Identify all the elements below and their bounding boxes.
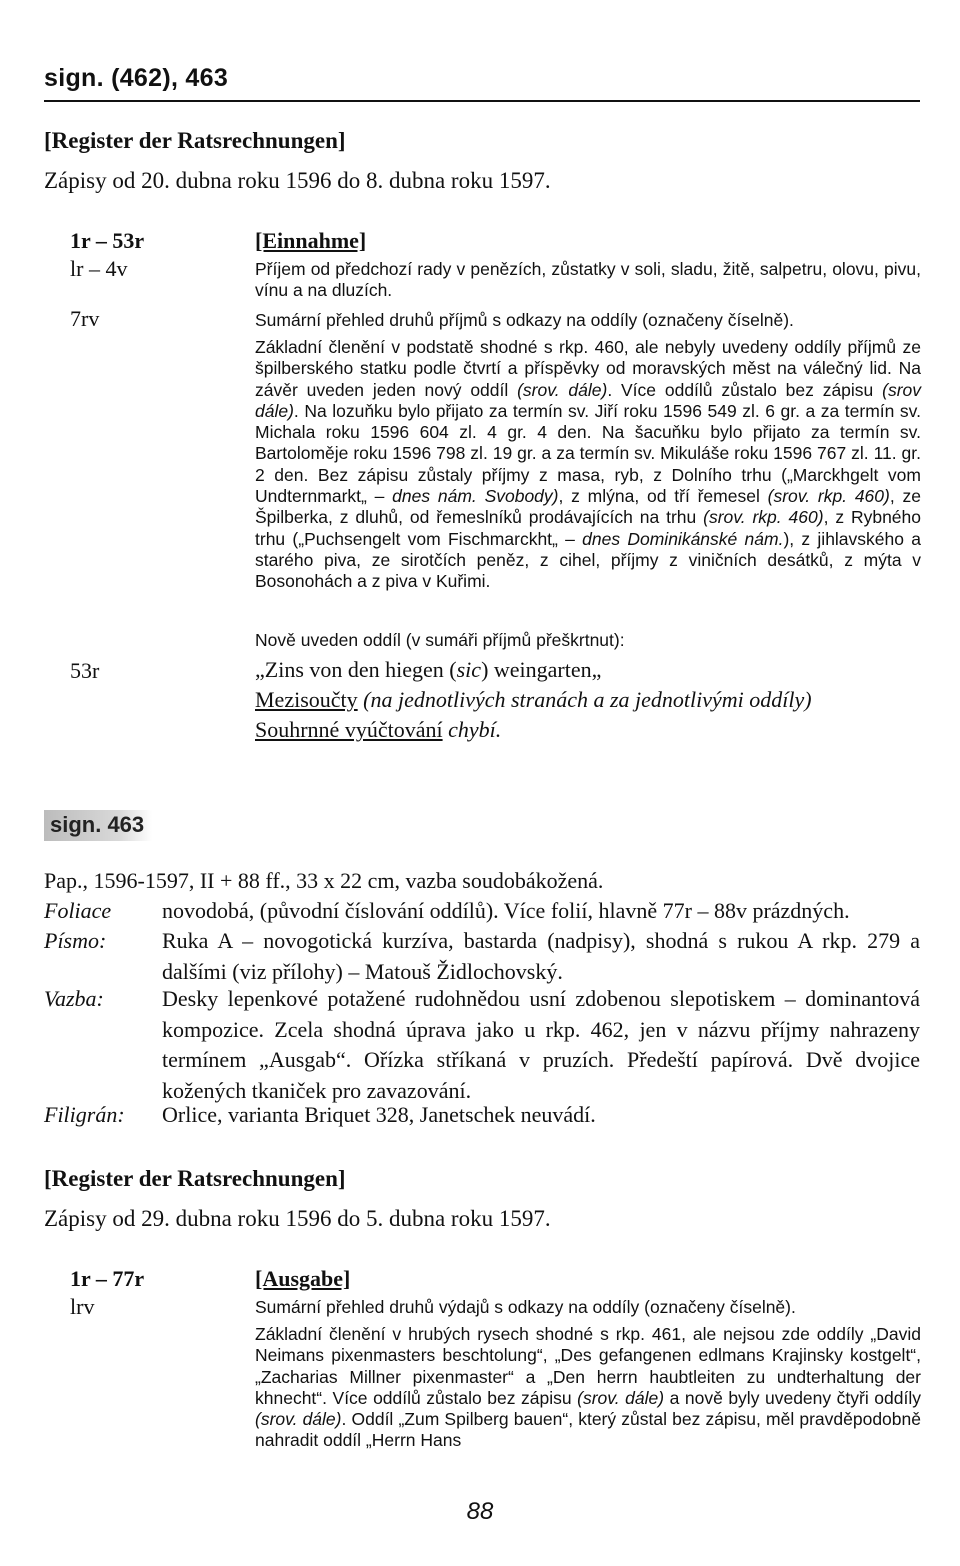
row-label: Filigrán: — [44, 1102, 125, 1127]
italic-note: chybí. — [442, 717, 502, 742]
row-label: Foliace — [44, 898, 112, 923]
italic-note: sic — [456, 657, 482, 682]
folio-ref: 53r — [70, 658, 100, 683]
income-paragraph-4: Nově uveden oddíl (v sumáři příjmů přeškrtnut): — [255, 630, 625, 650]
text-run: . Na lozuňku bylo přijato za termín sv. Jiří roku 1596 549 zl. 6 gr. a za termín sv. Michala roku 1596 604 zl. 4 gr. 4 den. Na šacuňku bylo přijato za termín sv. Bartoloměje roku 1596 798 zl. 19 gr. a za termín sv. Mikuláše roku 1596 767 zl. 11. gr. 2 den. Bez zápisu zůstaly příjmy z masa, ryb, z Dolního trhu („Marckhgelt vom Undternmarkt„ – — [255, 400, 921, 507]
row-text: Ruka A – novogotická kurzíva, bastarda (nadpisy), shodná s rukou A rkp. 279 a dalšími (viz přílohy) – Matouš Židlochovský. — [162, 928, 920, 984]
row-label: Vazba: — [44, 986, 104, 1011]
expense-paragraph-2 — [255, 1324, 921, 1452]
italic-note: (na jednotlivých stranách a za jednotlivými oddíly) — [357, 687, 812, 712]
folio-range: 1r – 77r — [70, 1266, 145, 1291]
text-run: , z Rybného trhu („Puchsengelt vom Fischmarckht„ – — [255, 507, 922, 549]
section-heading: [Ausgabe] — [255, 1266, 351, 1291]
watermark-row — [44, 1100, 920, 1130]
row-text: Orlice, varianta Briquet 328, Janetschek neuvádí. — [162, 1102, 596, 1127]
italic-note: dnes nám. Svobody) — [392, 486, 559, 507]
italic-note: (srov. rkp. 460) — [767, 486, 890, 507]
text-run: , z mlýna, od tří řemesel — [558, 486, 768, 507]
text-run: Základní členění v hrubých rysech shodné s rkp. 461, ale nejsou zde oddíly „David Neimans pixenmasters beschtolung“, „Des gefangenen edlmans Krajinsky kostgelt“, „Zacharias Millner pixenmaster“ a „Den herrn haubtleiten zu undterhaltung der khnecht“. Více oddílů zůstalo bez zápisu — [255, 1324, 921, 1408]
folio-ref: 7rv — [70, 306, 100, 331]
register-dates: Zápisy od 20. dubna roku 1596 do 8. dubna roku 1597. — [44, 168, 551, 193]
subtotals-line — [255, 686, 921, 714]
row-text: novodobá, (původní číslování oddílů). Více folií, hlavně 77r – 88v prázdných. — [162, 898, 850, 923]
italic-note: (srov. dále) — [577, 1387, 665, 1408]
header-rule — [44, 100, 920, 102]
script-row — [44, 926, 920, 986]
foliation-row — [44, 896, 920, 926]
italic-note: (srov dále) — [255, 379, 922, 421]
manuscript-description: Pap., 1596-1597, II + 88 ff., 33 x 22 cm, vazba soudobákožená. — [44, 868, 604, 893]
income-paragraph-3 — [255, 337, 921, 593]
folio-ref: lr – 4v — [70, 256, 128, 281]
folio-range: 1r – 53r — [70, 228, 145, 253]
expense-paragraph-1: Sumární přehled druhů výdajů s odkazy na oddíly (označeny číselně). — [255, 1297, 796, 1317]
italic-note: dnes Dominikánské nám. — [582, 528, 784, 549]
summary-line — [255, 716, 921, 744]
register-title: [Register der Ratsrechnungen] — [44, 1166, 346, 1191]
text-run: „Zins von den hiegen ( — [255, 657, 457, 682]
text-run: , ze Špilberka, z dluhů, od řemeslníků prodávajících na trhu — [255, 486, 921, 528]
text-run: a nově byly uvedeny čtyři oddíly — [664, 1387, 921, 1408]
register-title: [Register der Ratsrechnungen] — [44, 128, 346, 153]
register-dates: Zápisy od 29. dubna roku 1596 do 5. dubna roku 1597. — [44, 1206, 551, 1231]
row-text: Desky lepenkové potažené rudohnědou usní zdobenou slepotiskem – dominantová kompozice. Zcela shodná úprava jako u rkp. 462, jen v názvu příjmy nahrazeny termínem „Ausgab“. Ořízka stříkaná v pruzích. Předeští papírová. Dvě dvojice kožených tkaniček pro zavazování. — [162, 986, 920, 1103]
italic-note: (srov. dále) — [517, 379, 608, 400]
folio-ref: lrv — [70, 1294, 95, 1319]
row-label: Písmo: — [44, 928, 107, 953]
binding-row — [44, 984, 920, 1106]
text-run: ) weingarten„ — [481, 657, 602, 682]
income-paragraph-1: Příjem od předchozí rady v penězích, zůstatky v soli, sladu, žitě, salpetru, olovu, pivu, vínu a na dluzích. — [255, 259, 921, 301]
quoted-section — [255, 656, 921, 684]
section-heading: [Einnahme] — [255, 228, 367, 253]
sign-badge: sign. 463 — [44, 810, 152, 841]
text-run: ), z jihlavského a starého piva, ze sirotčích peněz, z cihel, příjmy z viničních desátků, z mýta v Bosonohách a z piva v Kuřimi. — [255, 528, 921, 592]
italic-note: (srov. dále) — [255, 1409, 342, 1430]
text-run: . Více oddílů zůstalo bez zápisu — [607, 379, 883, 400]
page-number: 88 — [466, 1498, 494, 1525]
subtotals-label: Mezisoučty — [255, 687, 358, 712]
text-run: Základní členění v podstatě shodné s rkp. 460, ale nebyly uvedeny oddíly příjmů ze špilberského statku podle čtvrtí a příspěvky od moravských měst na válečný lid. Na závěr uveden jeden nový oddíl — [255, 337, 921, 400]
summary-label: Souhrnné vyúčtování — [255, 717, 443, 742]
running-head: sign. (462), 463 — [44, 64, 229, 92]
text-run: . Oddíl „Zum Spilberg bauen“, který zůstal bez zápisu, měl pravděpodobně nahradit oddíl „Herrn Hans — [255, 1409, 921, 1451]
income-paragraph-2: Sumární přehled druhů příjmů s odkazy na oddíly (označeny číselně). — [255, 310, 794, 330]
italic-note: (srov. rkp. 460) — [703, 507, 824, 528]
